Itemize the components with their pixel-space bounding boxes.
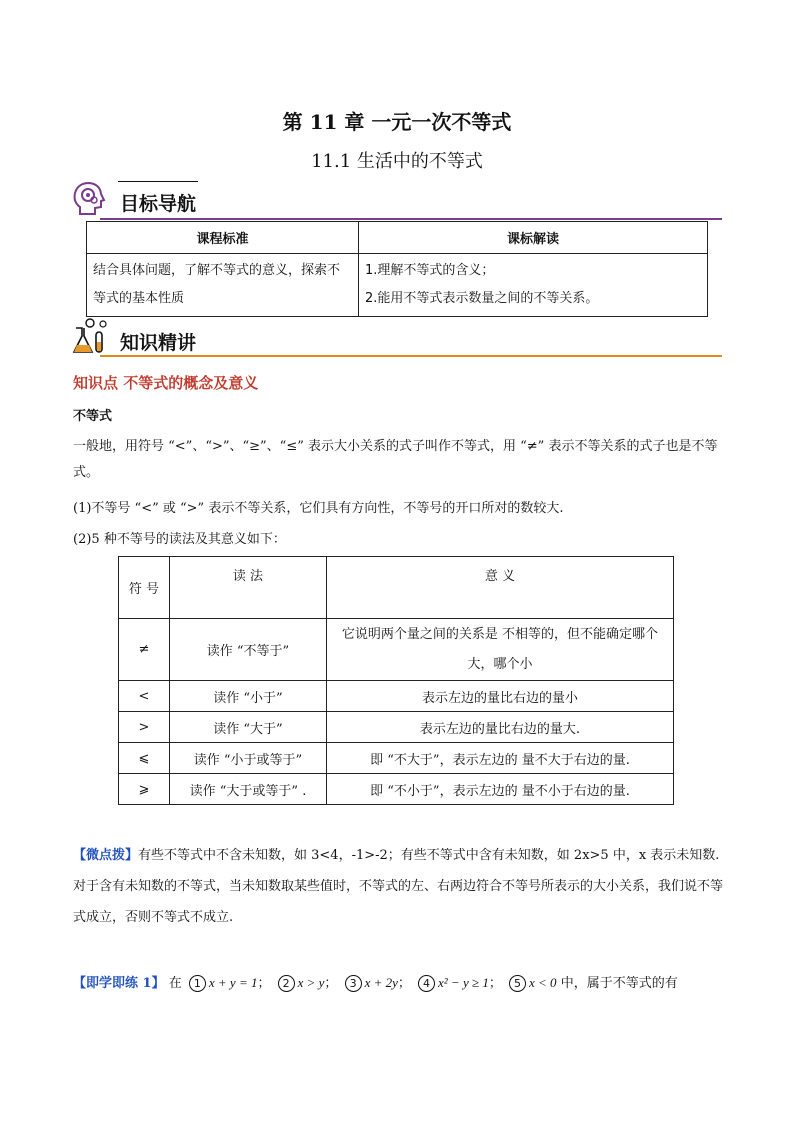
table-row [119,681,674,712]
goals-standard-text: 结合具体问题，了解不等式的意义，探索不等式的基本性质 [87,254,359,317]
header-meaning: 意 义 [327,557,674,619]
subheading-inequality: 不等式 [73,409,113,424]
flask-bulb-icon [70,318,110,356]
symbol-cell: ⩽ [119,743,170,774]
exercise-outro: 中，属于不等式的有 [560,976,678,991]
expr-1: x + y = 1 [208,975,258,990]
definition-paragraph: 一般地，用符号 “<”、“>”、“≥”、“≤” 表示大小关系的式子叫作不等式，用 “≠” 表示不等关系的式子也是不等式。 [73,439,718,480]
exercise-line: 【即学即练 1】 在 1 x + y = 1； 2 x > y； 3 x + 2y； 4 x² − y ≥ 1； 5 x < 0 中，属于不等式的有 [73,975,678,991]
exercise-label: 【即学即练 1】 [73,976,165,991]
knowledge-point-title: 知识点 不等式的概念及意义 [73,374,259,392]
table-row [119,774,674,805]
goals-item-2: 2.能用不等式表示数量之间的不等关系。 [365,291,599,306]
chapter-title: 第 11 章 一元一次不等式 [282,110,512,134]
reading-cell: 读作 “大于” [170,712,327,743]
table-row [119,743,674,774]
goals-header-standard: 课程标准 [87,222,359,254]
goals-table [86,221,708,317]
heading-overline [118,181,198,182]
meaning-cell: 即 “不小于”，表示左边的 量不小于右边的量. [327,774,674,805]
circled-number-1: 1 [189,975,206,992]
expr-3: x + 2y [364,975,398,990]
reading-cell: 读作 “不等于” [170,619,327,681]
direction-paragraph: (1)不等号 “<” 或 “>” 表示不等关系，它们具有方向性，不等号的开口所对的数较大. [73,501,564,516]
circled-number-4: 4 [418,975,435,992]
expr-5: x < 0 [529,975,557,990]
header-reading: 读 法 [170,557,327,619]
goals-header-interpretation: 课标解读 [359,222,708,254]
circled-number-5: 5 [509,975,526,992]
divider-purple [100,218,722,220]
tip-label: 【微点拨】 [73,848,139,863]
section-heading-knowledge: 知识精讲 [120,332,197,354]
tip-paragraph [73,840,723,933]
reading-cell: 读作 “小于或等于” [170,743,327,774]
table-row [119,712,674,743]
divider-orange [100,355,722,357]
exercise-intro: 在 [168,976,182,991]
goals-item-1: 1.理解不等式的含义； [365,263,495,278]
reading-intro: (2)5 种不等号的读法及其意义如下： [73,532,286,547]
circled-number-2: 2 [278,975,295,992]
circled-number-3: 3 [345,975,362,992]
symbol-table [118,556,674,805]
reading-cell: 读作 “小于” [170,681,327,712]
section-heading-goals: 目标导航 [120,193,197,215]
symbol-cell: < [119,681,170,712]
reading-cell: 读作 “大于或等于” . [170,774,327,805]
meaning-cell: 表示左边的量比右边的量小 [327,681,674,712]
meaning-cell: 即 “不大于”，表示左边的 量不大于右边的量. [327,743,674,774]
expr-2: x > y [297,975,325,990]
symbol-cell: > [119,712,170,743]
symbol-cell: ≠ [119,619,170,681]
table-row [119,619,674,681]
goals-interpretation-cell [359,254,708,317]
tip-text: 有些不等式中不含未知数，如 3<4，-1>-2；有些不等式中含有未知数，如 2x>5 中，x 表示未知数.对于含有未知数的不等式，当未知数取某些值时，不等式的左、右两边符合不等号所表示的大小关系，我们说不等式成立，否则不等式不成立. [73,848,724,925]
head-gears-icon [70,180,108,218]
meaning-cell: 表示左边的量比右边的量大. [327,712,674,743]
expr-4: x² − y ≥ 1 [438,975,489,990]
meaning-cell: 它说明两个量之间的关系是 不相等的，但不能确定哪个大，哪个小 [327,619,674,681]
header-symbol: 符 号 [119,557,170,619]
symbol-cell: ⩾ [119,774,170,805]
section-title: 11.1 生活中的不等式 [311,151,483,172]
